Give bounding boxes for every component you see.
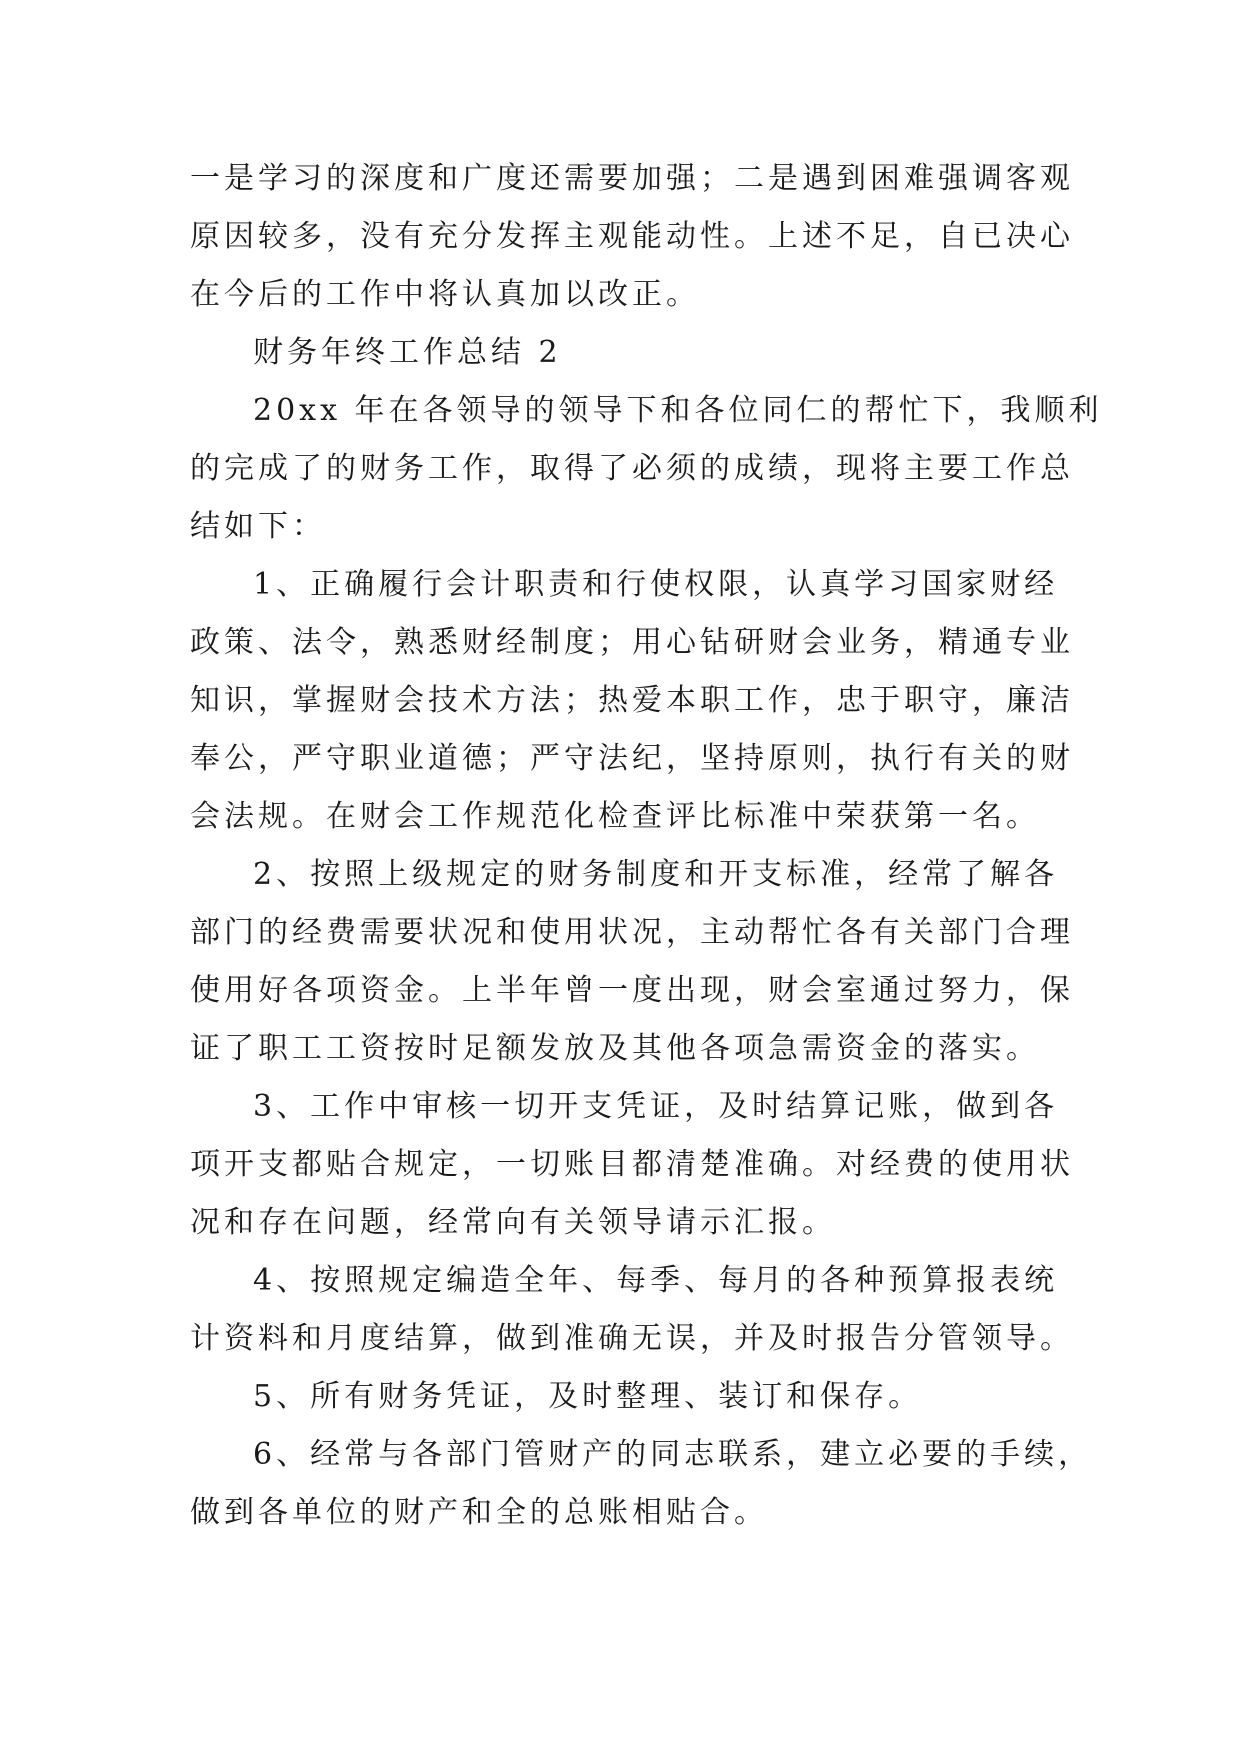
text-line: 20xx 年在各领导的领导下和各位同仁的帮忙下，我顺利 [253,393,1103,428]
text-line: 5、所有财务凭证，及时整理、装订和保存。 [253,1379,923,1414]
text-line: 2、按照上级规定的财务制度和开支标准，经常了解各 [253,857,1059,892]
text-line: 4、按照规定编造全年、每季、每月的各种预算报表统 [253,1263,1059,1298]
text-line: 政策、法令，熟悉财经制度；用心钻研财会业务，精通专业 [190,625,1074,660]
text-line: 奉公，严守职业道德；严守法纪，坚持原则，执行有关的财 [190,741,1074,776]
text-line: 做到各单位的财产和全的总账相贴合。 [190,1495,768,1530]
text-line: 证了职工工资按时足额发放及其他各项急需资金的落实。 [190,1031,1040,1066]
text-line: 3、工作中审核一切开支凭证，及时结算记账，做到各 [253,1089,1059,1124]
text-line: 在今后的工作中将认真加以改正。 [190,277,700,312]
text-line: 况和存在问题，经常向有关领导请示汇报。 [190,1205,836,1240]
text-line: 的完成了的财务工作，取得了必须的成绩，现将主要工作总 [190,451,1074,486]
text-line: 一是学习的深度和广度还需要加强；二是遇到困难强调客观 [190,161,1074,196]
text-line: 1、正确履行会计职责和行使权限，认真学习国家财经 [253,567,1059,602]
text-line: 会法规。在财会工作规范化检查评比标准中荣获第一名。 [190,799,1040,834]
text-line: 6、经常与各部门管财产的同志联系，建立必要的手续， [253,1437,1093,1472]
text-line: 知识，掌握财会技术方法；热爱本职工作，忠于职守，廉洁 [190,683,1074,718]
section-heading: 财务年终工作总结 2 [253,335,562,370]
text-line: 结如下： [190,509,326,544]
document-body [190,150,1103,1542]
text-line: 部门的经费需要状况和使用状况，主动帮忙各有关部门合理 [190,915,1074,950]
text-line: 使用好各项资金。上半年曾一度出现，财会室通过努力，保 [190,973,1074,1008]
text-line: 项开支都贴合规定，一切账目都清楚准确。对经费的使用状 [190,1147,1074,1182]
text-line: 原因较多，没有充分发挥主观能动性。上述不足，自已决心 [190,219,1074,254]
text-line: 计资料和月度结算，做到准确无误，并及时报告分管领导。 [190,1321,1074,1356]
